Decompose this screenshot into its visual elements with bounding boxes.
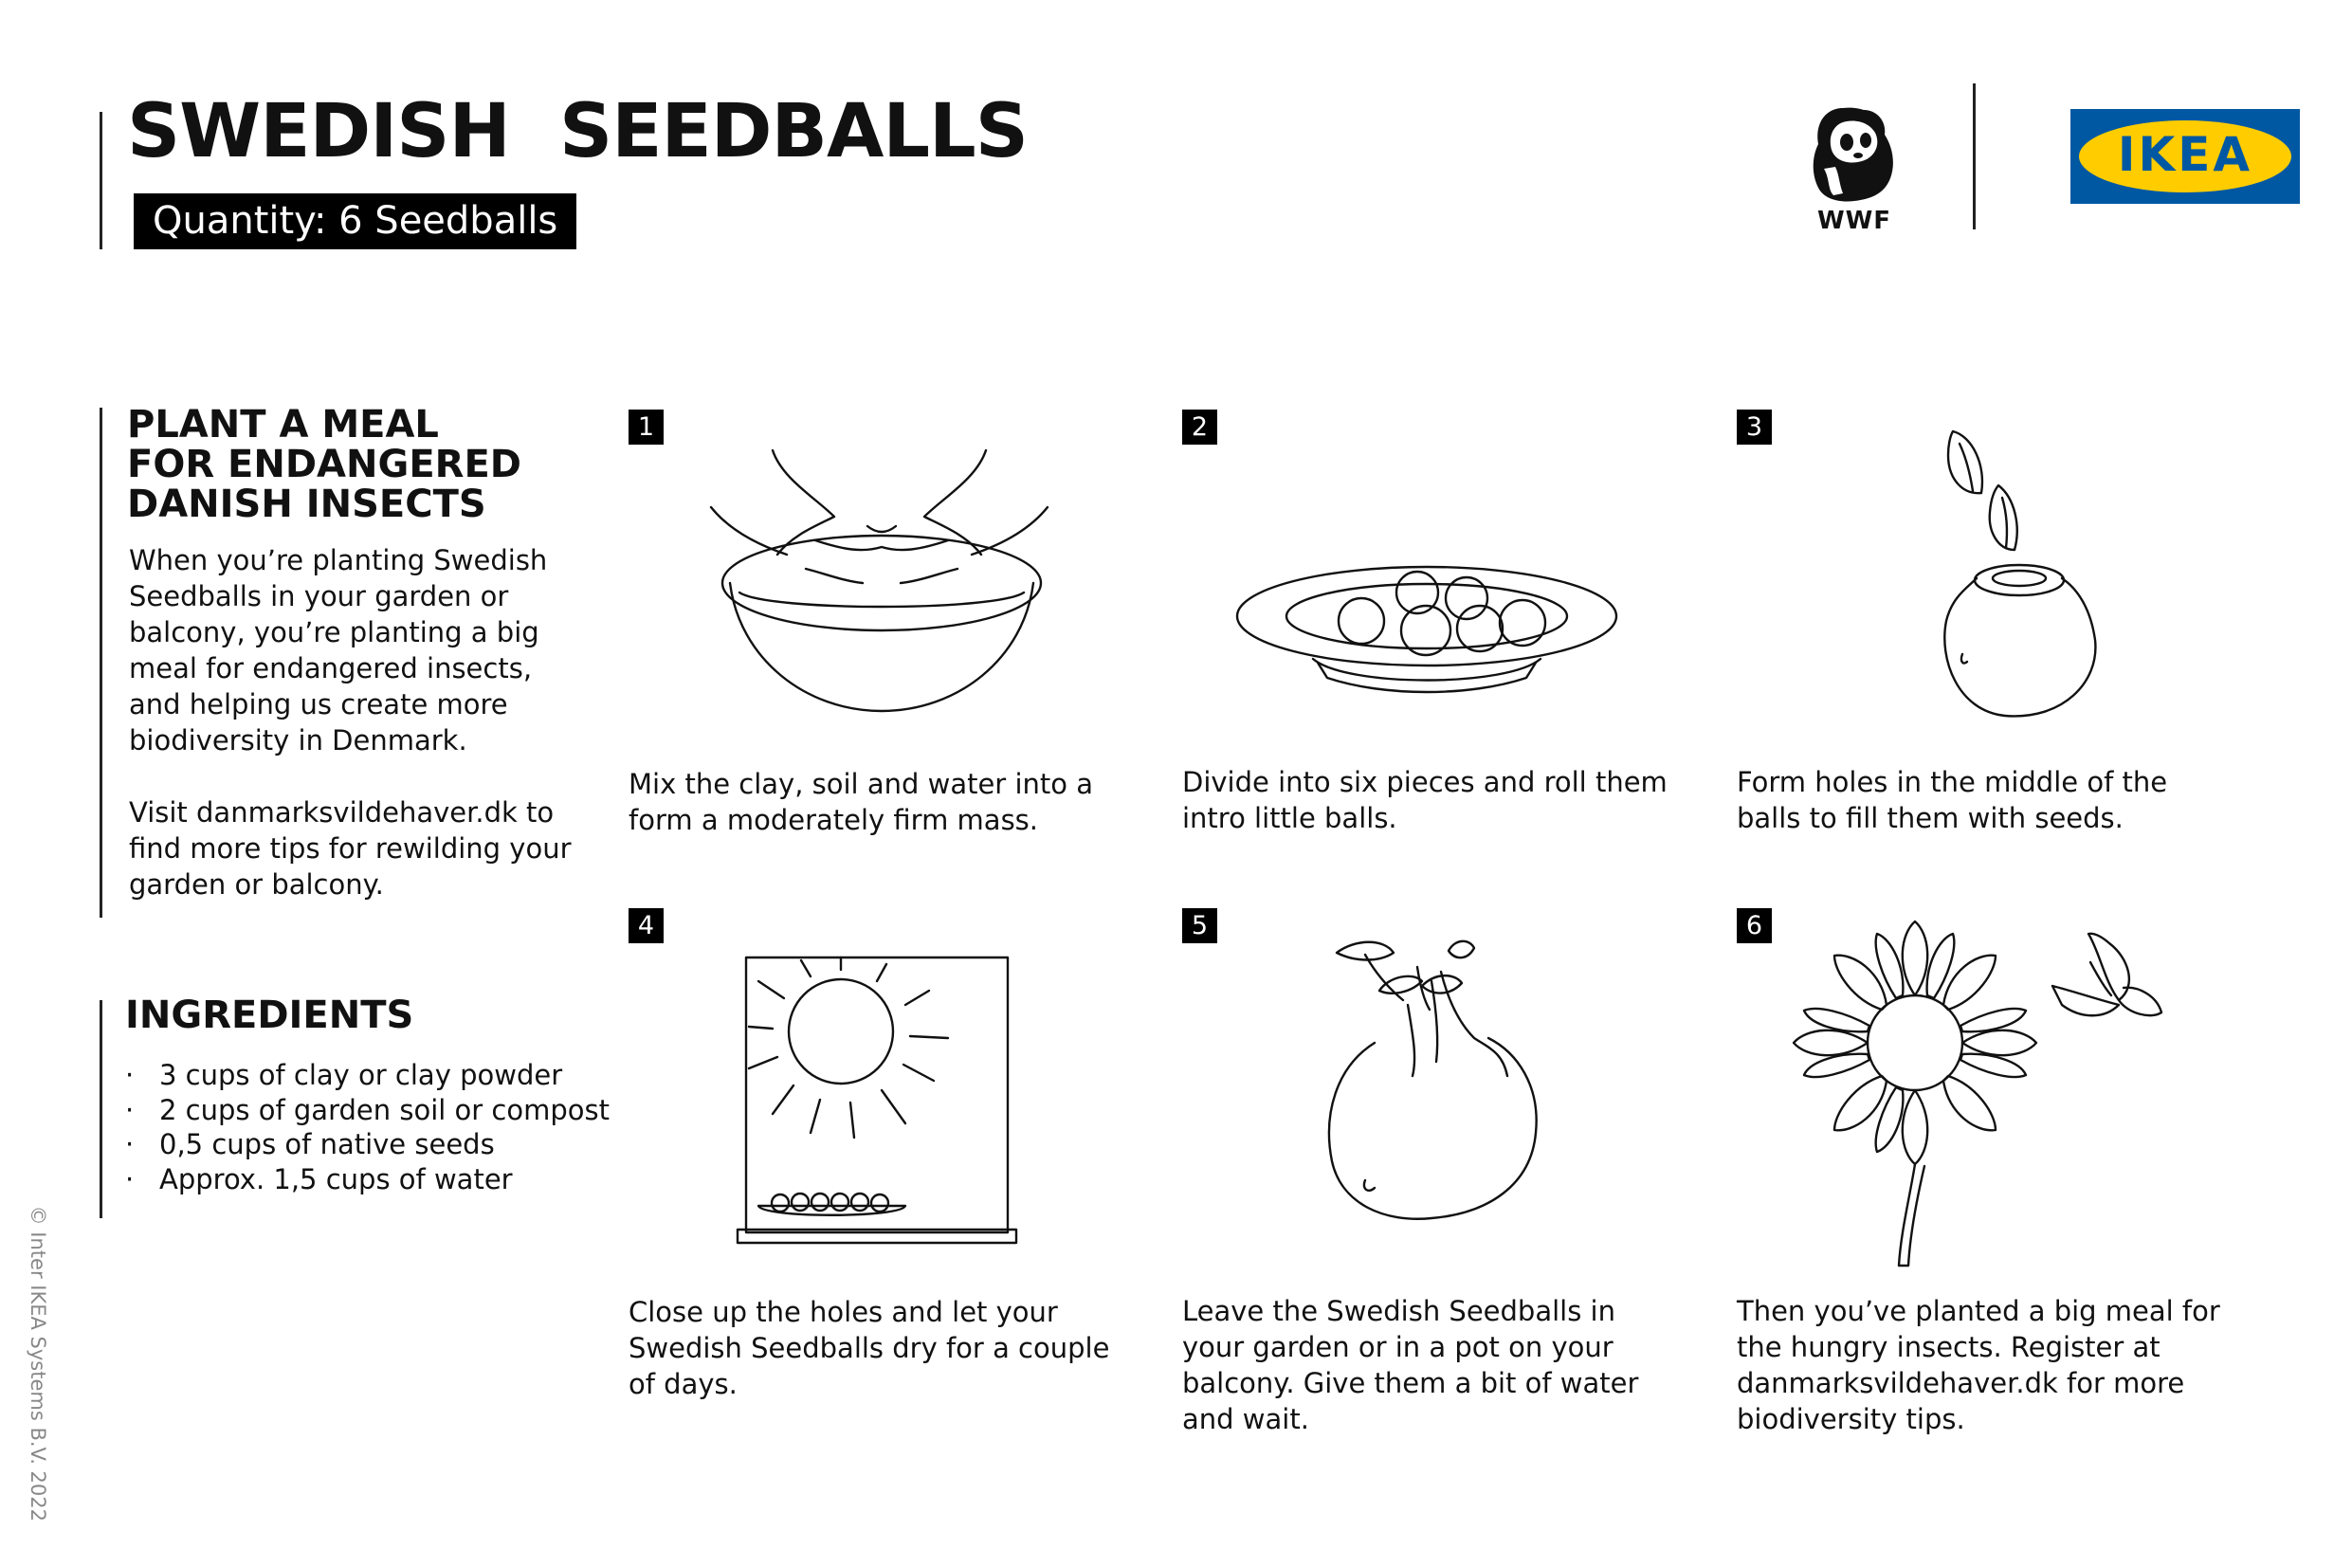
plate-of-balls-icon [1232,564,1621,706]
wwf-panda-icon [1805,102,1904,205]
mixing-bowl-icon [702,441,1062,725]
intro-heading [127,405,521,524]
ikea-logo [2070,109,2300,204]
sun-window-icon [735,953,1019,1247]
wwf-logo-text: WWF [1816,207,1892,235]
visit-paragraph: Visit danmarksvildehaver.dk to find more tips for rewilding your garden or balcony. [129,796,572,901]
ingredients-accent-bar [100,1000,102,1218]
quantity-badge: Quantity: 6 Seedballs [134,193,576,249]
step-number: 4 [629,908,664,943]
ingredient-item: · 0,5 cups of native seeds [125,1127,610,1162]
ingredient-item: · 2 cups of garden soil or compost [125,1093,610,1128]
step-number: 5 [1182,908,1217,943]
ingredient-item: · Approx. 1,5 cups of water [125,1162,610,1197]
flower-butterfly-icon [1778,910,2214,1275]
intro-heading-line: DANISH INSECTS [127,483,486,526]
wwf-logo [1805,102,1904,235]
ingredients-heading: INGREDIENTS [125,994,414,1037]
logo-divider [1973,83,1976,229]
intro-heading-line: FOR ENDANGERED [127,443,521,486]
step-text: Leave the Swedish Seedballs in your garden or in a pot on your balcony. Give them a bit of water and wait. [1182,1295,1639,1435]
step-number: 3 [1737,410,1772,445]
intro-heading-line: PLANT A MEAL [127,403,439,447]
copyright-notice: © Inter IKEA Systems B.V. 2022 [27,1205,49,1522]
step-text: Divide into six pieces and roll them intro little balls. [1182,766,1668,834]
ingredients-list [125,1058,610,1196]
step-number: 1 [629,410,664,445]
sprouting-seedball-icon [1299,934,1555,1228]
step-text: Then you’ve planted a big meal for the hungry insects. Register at danmarksvildehaver.dk for more biodiversity tips. [1737,1295,2220,1435]
header-accent-bar [100,112,102,249]
step-text: Form holes in the middle of the balls to fill them with seeds. [1737,766,2168,834]
step-number: 6 [1737,908,1772,943]
ikea-logo-text: IKEA [2117,127,2253,182]
page-title: SWEDISH SEEDBALLS [127,89,1028,174]
seeds-into-ball-icon [1910,427,2109,720]
registered-mark: ® [2280,122,2291,136]
step-text: Close up the holes and let your Swedish Seedballs dry for a couple of days. [629,1296,1110,1400]
step-text: Mix the clay, soil and water into a form a moderately firm mass. [629,768,1093,836]
ingredient-item: · 3 cups of clay or clay powder [125,1058,610,1093]
intro-paragraph: When you’re planting Swedish Seedballs in your garden or balcony, you’re planting a big meal for endangered insects, and helping us create more biodiversity in Denmark. [129,544,548,757]
step-number: 2 [1182,410,1217,445]
intro-accent-bar [100,408,102,918]
